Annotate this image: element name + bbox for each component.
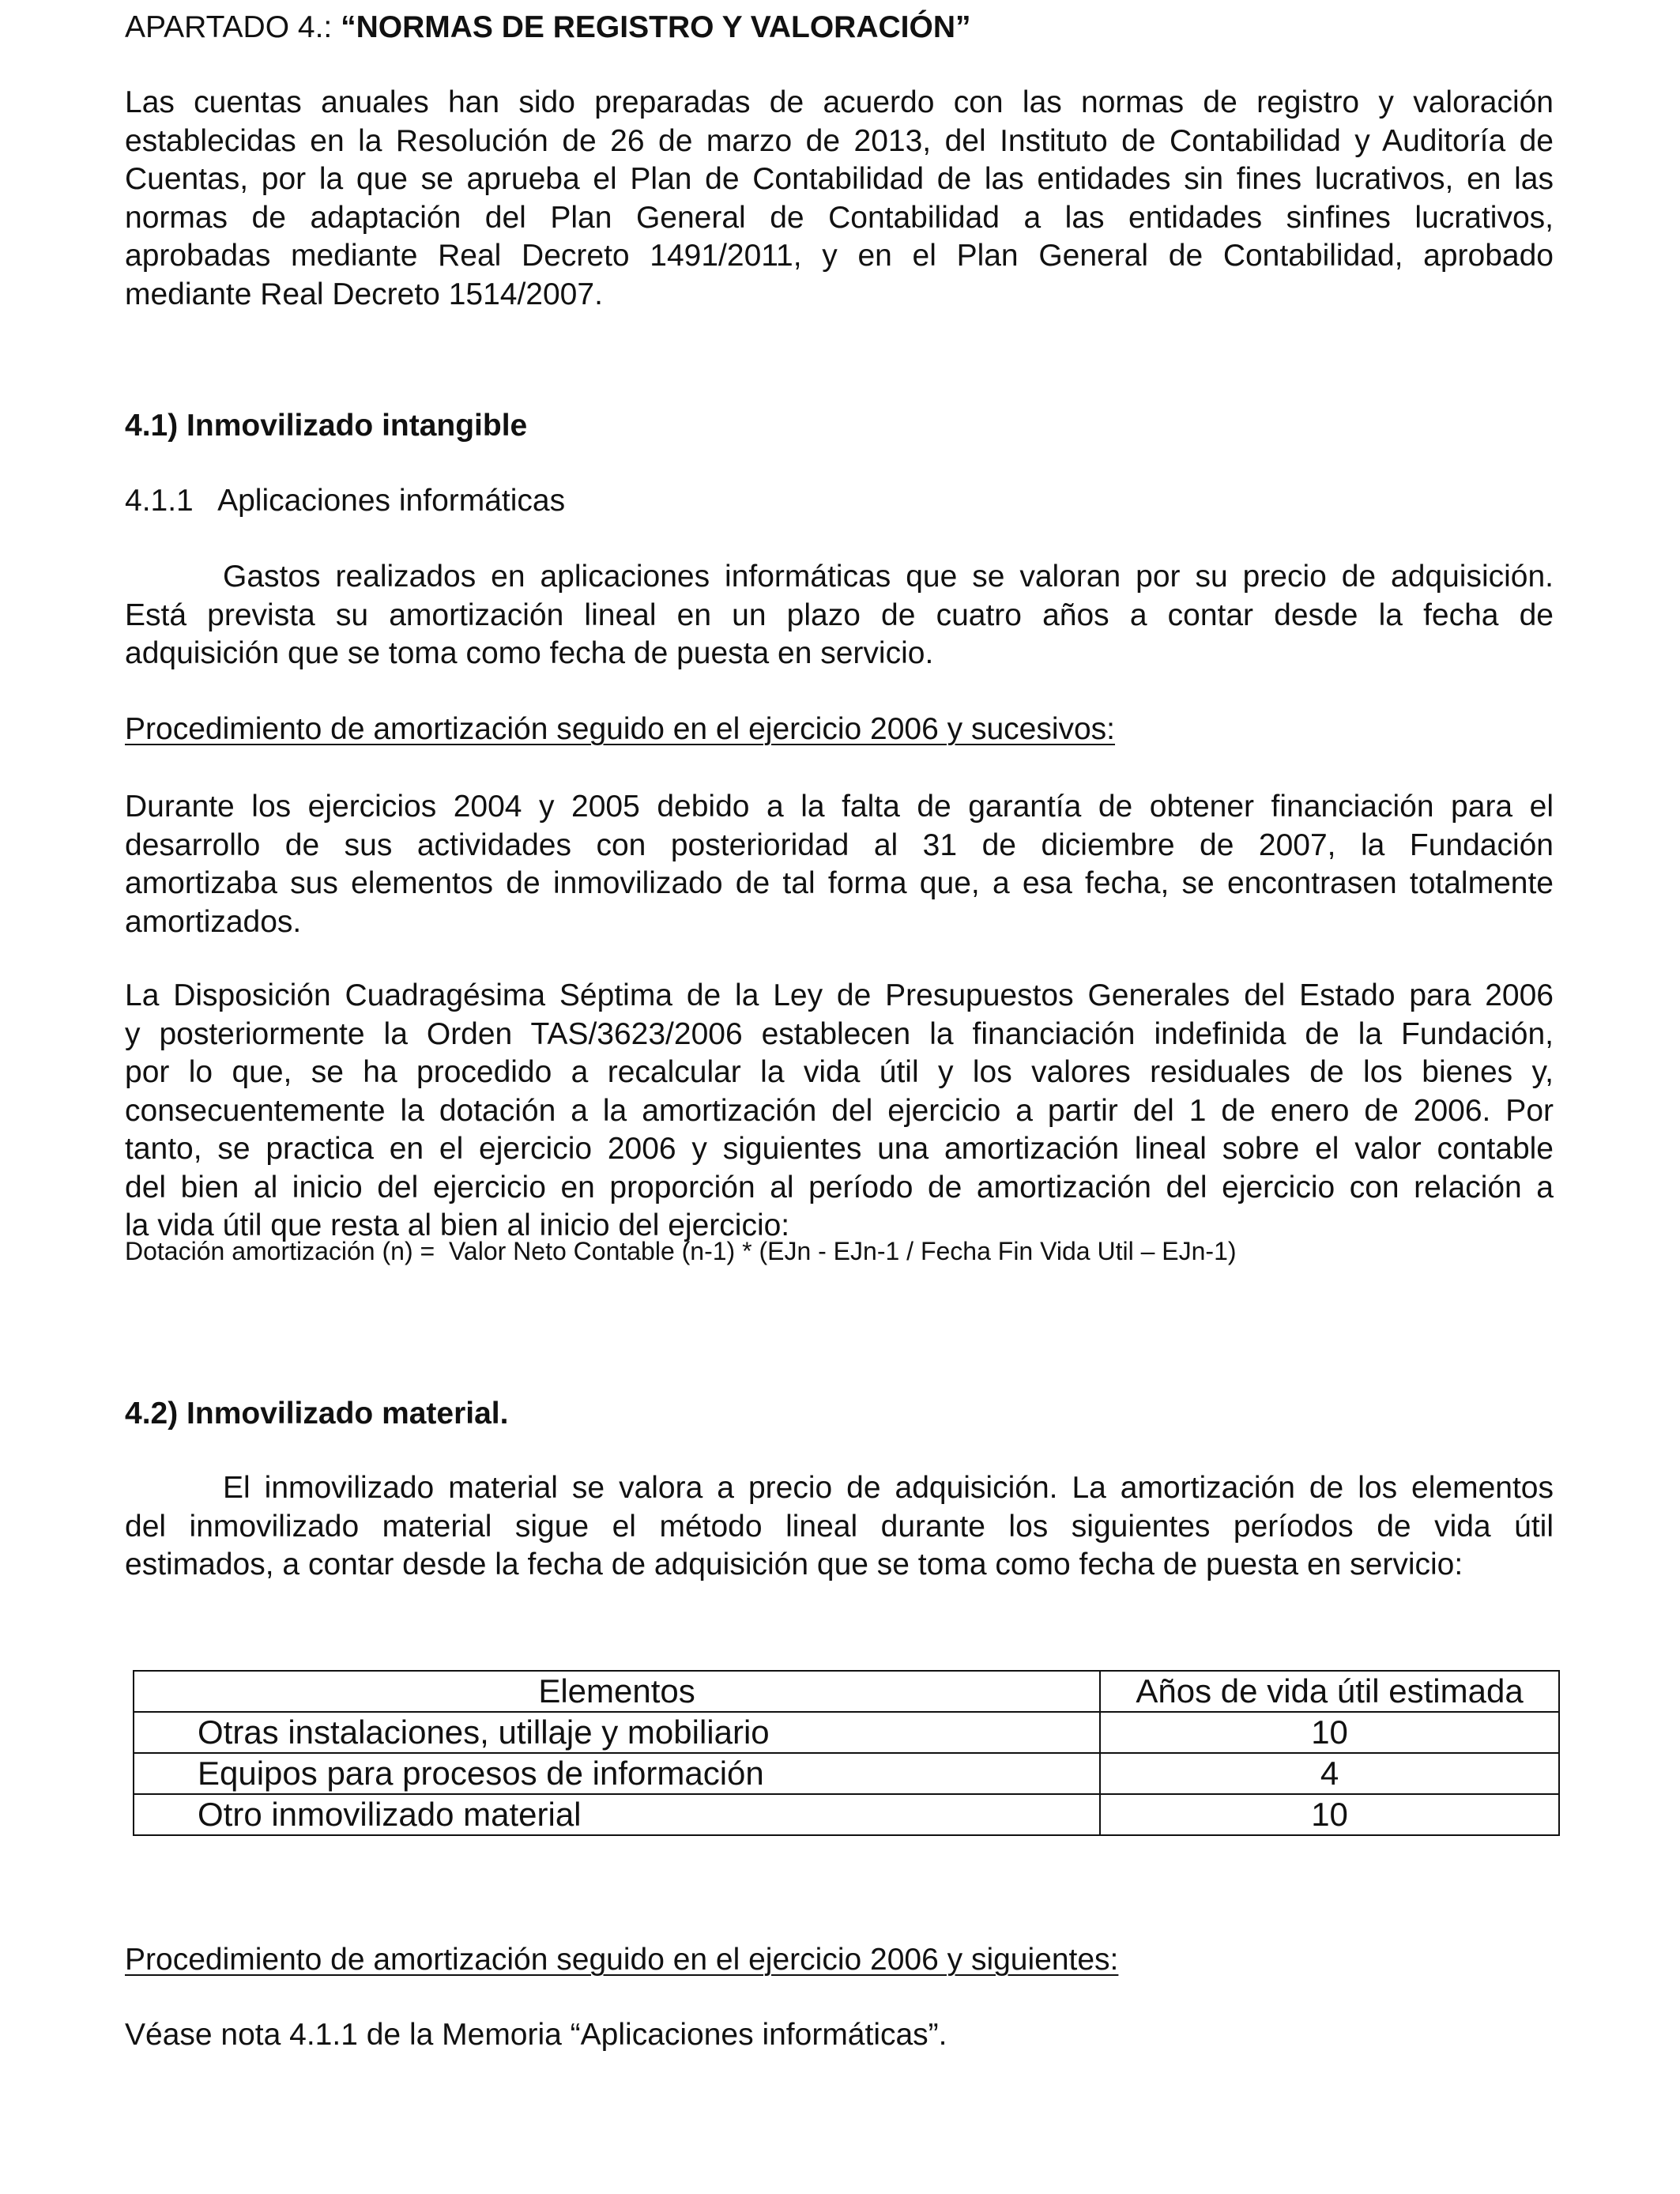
s42-procedure-title-text: Procedimiento de amortización seguido en el ejercicio 2006 y siguientes: xyxy=(125,1943,1119,1977)
subsection-4-1-1-title: 4.1.1 Aplicaciones informáticas xyxy=(125,484,566,518)
intro-line: establecidas en la Resolución de 26 de marzo de 2013, del Instituto de Contabilidad y Auditoría de xyxy=(125,123,1554,158)
s41-p1-line: amortizaba sus elementos de inmovilizado de tal forma que, a esa fecha, se encontrasen totalmente xyxy=(125,866,1554,900)
s41-p2-line: y posteriormente la Orden TAS/3623/2006 establecen la financiación indefinida de la Fundación, xyxy=(125,1016,1554,1051)
table-row xyxy=(134,1753,1559,1794)
intro-line: normas de adaptación del Plan General de Contabilidad a las entidades sinfines lucrativos, xyxy=(125,200,1554,235)
s41-description xyxy=(125,558,1554,673)
section-4-1-title: 4.1) Inmovilizado intangible xyxy=(125,409,528,443)
s41-p1-line: Durante los ejercicios 2004 y 2005 debido a la falta de garantía de obtener financiación para el xyxy=(125,790,1554,824)
intro-paragraph xyxy=(125,84,1554,314)
intro-line: Las cuentas anuales han sido preparadas de acuerdo con las normas de registro y valoración xyxy=(125,85,1554,119)
table-cell-element: Otras instalaciones, utillaje y mobiliario xyxy=(134,1712,1100,1753)
s41-paragraph-2 xyxy=(125,977,1554,1246)
s41-procedure-title xyxy=(125,711,1554,748)
table-header-cell: Elementos xyxy=(134,1671,1100,1712)
table-header-cell: Años de vida útil estimada xyxy=(1100,1671,1559,1712)
section-heading xyxy=(125,9,1554,47)
s42-description xyxy=(125,1469,1554,1585)
table-cell-years: 10 xyxy=(1100,1712,1559,1753)
amortization-formula: Dotación amortización (n) = Valor Neto Contable (n-1) * (EJn - EJn-1 / Fecha Fin Vida Util – EJn-1) xyxy=(125,1237,1237,1265)
table-row xyxy=(134,1712,1559,1753)
s41-p2-line: La Disposición Cuadragésima Séptima de la Ley de Presupuestos Generales del Estado para 2006 xyxy=(125,978,1554,1012)
s41-procedure-title-text: Procedimiento de amortización seguido en el ejercicio 2006 y sucesivos: xyxy=(125,712,1116,746)
intro-line: Cuentas, por la que se aprueba el Plan de Contabilidad de las entidades sin fines lucrativos, en las xyxy=(125,162,1554,196)
s41-desc-line: Gastos realizados en aplicaciones informáticas que se valoran por su precio de adquisición. xyxy=(223,560,1554,594)
s41-p2-line: del bien al inicio del ejercicio en proporción al período de amortización del ejercicio con relación a xyxy=(125,1170,1554,1204)
section-4-2-title: 4.2) Inmovilizado material. xyxy=(125,1397,509,1431)
s41-desc-line: adquisición que se toma como fecha de puesta en servicio. xyxy=(125,636,934,670)
useful-life-table xyxy=(133,1670,1560,1836)
heading-prefix: APARTADO 4.: xyxy=(125,10,341,44)
s41-p1-line: desarrollo de sus actividades con posterioridad al 31 de diciembre de 2007, la Fundación xyxy=(125,827,1554,862)
table-cell-years: 4 xyxy=(1100,1753,1559,1794)
s41-p2-line: la vida útil que resta al bien al inicio del ejercicio: xyxy=(125,1208,790,1242)
s42-note: Véase nota 4.1.1 de la Memoria “Aplicaciones informáticas”. xyxy=(125,2018,947,2052)
table-cell-years: 10 xyxy=(1100,1794,1559,1835)
s41-p2-line: por lo que, se ha procedido a recalcular la vida útil y los valores residuales de los bienes y, xyxy=(125,1055,1554,1089)
s42-desc-line: del inmovilizado material sigue el método lineal durante los siguientes períodos de vida útil xyxy=(125,1509,1554,1544)
s41-desc-line: Está prevista su amortización lineal en un plazo de cuatro años a contar desde la fecha de xyxy=(125,598,1554,632)
s41-p1-line: amortizados. xyxy=(125,904,302,939)
s41-paragraph-1 xyxy=(125,788,1554,941)
table-row xyxy=(134,1794,1559,1835)
intro-line: mediante Real Decreto 1514/2007. xyxy=(125,277,603,311)
s42-procedure-title xyxy=(125,1941,1554,1979)
table-cell-element: Otro inmovilizado material xyxy=(134,1794,1100,1835)
s41-p2-line: consecuentemente la dotación a la amortización del ejercicio a partir del 1 de enero de 2006. Por xyxy=(125,1093,1554,1128)
intro-line: aprobadas mediante Real Decreto 1491/2011, y en el Plan General de Contabilidad, aprobado xyxy=(125,239,1554,273)
table-header-row xyxy=(134,1671,1559,1712)
s42-desc-line: estimados, a contar desde la fecha de adquisición que se toma como fecha de puesta en servicio: xyxy=(125,1547,1463,1581)
heading-title: “NORMAS DE REGISTRO Y VALORACIÓN” xyxy=(341,10,971,44)
table-cell-element: Equipos para procesos de información xyxy=(134,1753,1100,1794)
s41-p2-line: tanto, se practica en el ejercicio 2006 y siguientes una amortización lineal sobre el valor contable xyxy=(125,1132,1554,1166)
s42-desc-line: El inmovilizado material se valora a precio de adquisición. La amortización de los elementos xyxy=(223,1471,1554,1505)
